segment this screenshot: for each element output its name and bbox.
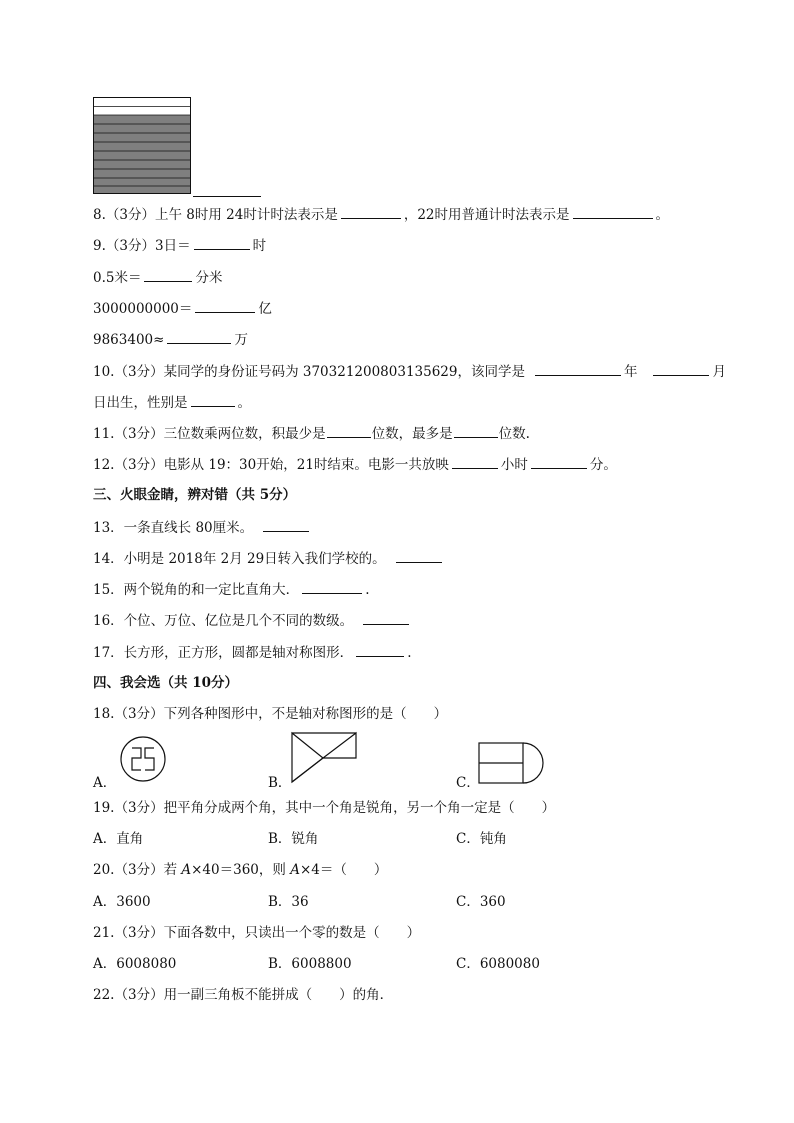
- question-21: 21.（3分）下面各数中，只读出一个零的数是（ ）: [93, 925, 421, 941]
- question-13: 13．一条直线长 80厘米。: [93, 517, 312, 538]
- option-b[interactable]: B．6008800: [268, 956, 352, 972]
- section-3-heading: 三、火眼金睛，辨对错（共 5分）: [93, 487, 297, 503]
- figure-c-rectangle-semicircle: [478, 742, 544, 786]
- question-9-line-2: 0.5米＝ 分米: [93, 267, 222, 288]
- option-a[interactable]: A．6008080: [93, 956, 177, 972]
- section-4-heading: 四、我会选（共 10分）: [93, 675, 238, 691]
- option-b[interactable]: B．: [268, 775, 292, 791]
- option-b[interactable]: B．锐角: [268, 831, 319, 847]
- option-c[interactable]: C．: [456, 775, 480, 791]
- question-17: 17．长方形，正方形，圆都是轴对称图形． .: [93, 642, 411, 663]
- answer-blank[interactable]: [396, 548, 442, 563]
- question-20: 20.（3分）若 A×40＝360，则 A×4＝（ ）: [93, 862, 388, 878]
- option-a[interactable]: A．直角: [93, 831, 144, 847]
- option-b[interactable]: B．36: [268, 894, 309, 910]
- question-14: 14．小明是 2018年 2月 29日转入我们学校的。: [93, 548, 445, 569]
- question-12: 12.（3分）电影从 19：30开始，21时结束。电影一共放映 小时 分。: [93, 454, 617, 475]
- fraction-grid-figure: [93, 97, 193, 197]
- answer-blank[interactable]: [531, 454, 587, 469]
- option-c[interactable]: C．360: [456, 894, 506, 910]
- question-9-line-3: 3000000000＝ 亿: [93, 298, 272, 319]
- question-9: 9.（3分）3日＝ 时: [93, 235, 266, 256]
- question-8: 8.（3分）上午 8时用 24时计时法表示是 ，22时用普通计时法表示是 。: [93, 204, 669, 225]
- answer-blank[interactable]: [194, 235, 250, 250]
- answer-blank[interactable]: [356, 642, 404, 657]
- option-a[interactable]: A．: [93, 775, 117, 791]
- answer-blank[interactable]: [573, 204, 653, 219]
- answer-blank[interactable]: [452, 454, 498, 469]
- answer-blank[interactable]: [302, 579, 362, 594]
- answer-blank[interactable]: [327, 423, 371, 438]
- question-10: 10.（3分）某同学的身份证号码为 370321200803135629，该同学是 年 月: [93, 361, 726, 382]
- answer-blank[interactable]: [535, 361, 621, 376]
- figure-a-circle-meander: [119, 735, 169, 785]
- question-19: 19.（3分）把平角分成两个角，其中一个角是锐角，另一个角一定是（ ）: [93, 800, 556, 816]
- option-c[interactable]: C．6080080: [456, 956, 540, 972]
- answer-blank[interactable]: [341, 204, 401, 219]
- answer-blank[interactable]: [167, 329, 231, 344]
- answer-blank[interactable]: [191, 392, 235, 407]
- figure-b-triangles: [291, 732, 361, 784]
- fraction-answer-blank[interactable]: [193, 196, 261, 197]
- question-9-line-4: 9863400≈ 万: [93, 329, 248, 350]
- question-10-line-2: 日出生，性别是 。: [93, 392, 251, 413]
- answer-blank[interactable]: [263, 517, 309, 532]
- option-c[interactable]: C．钝角: [456, 831, 507, 847]
- answer-blank[interactable]: [653, 361, 709, 376]
- answer-blank[interactable]: [195, 298, 255, 313]
- answer-blank[interactable]: [363, 610, 409, 625]
- question-22: 22.（3分）用一副三角板不能拼成（ ）的角．: [93, 987, 394, 1003]
- question-18: 18.（3分）下列各种图形中，不是轴对称图形的是（ ）: [93, 706, 448, 722]
- answer-blank[interactable]: [454, 423, 498, 438]
- question-15: 15．两个锐角的和一定比直角大． .: [93, 579, 369, 600]
- question-11: 11.（3分）三位数乘两位数，积最少是 位数，最多是 位数.: [93, 423, 530, 444]
- answer-blank[interactable]: [144, 267, 192, 282]
- question-16: 16．个位、万位、亿位是几个不同的数级。: [93, 610, 412, 631]
- option-a[interactable]: A．3600: [93, 894, 151, 910]
